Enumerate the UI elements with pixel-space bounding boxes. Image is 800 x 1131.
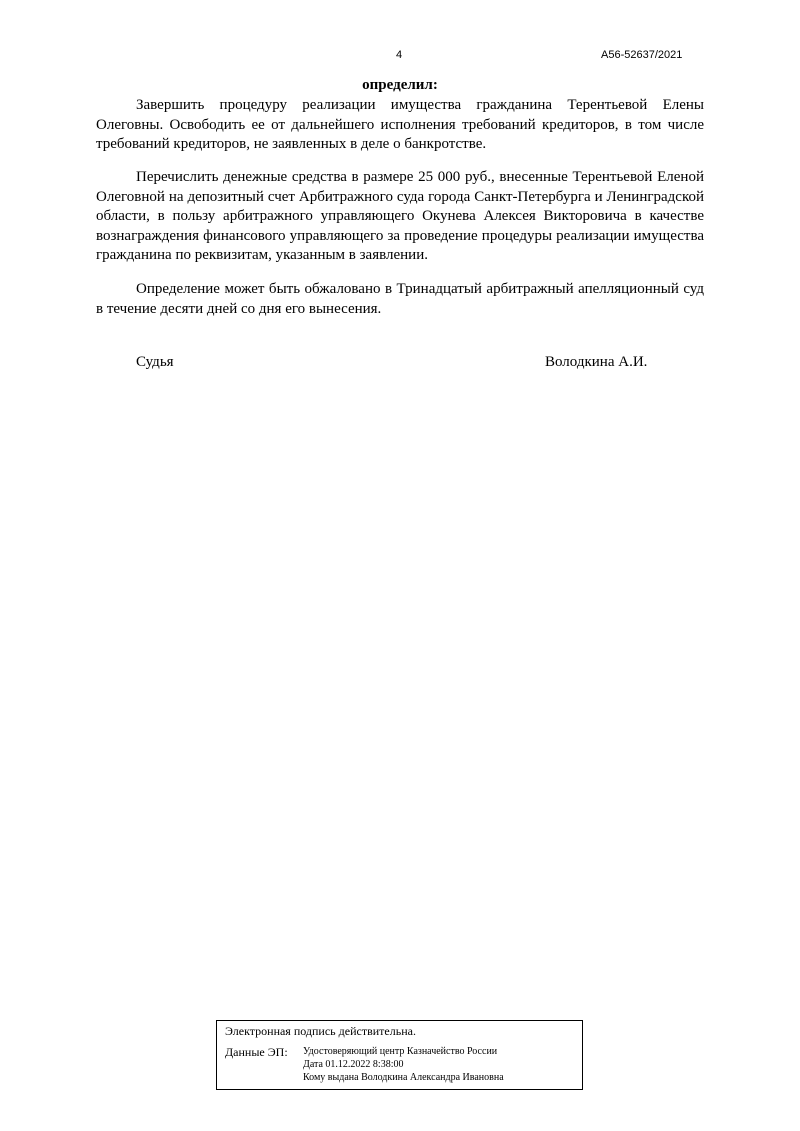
ruling-heading: определил: bbox=[362, 77, 438, 93]
judge-name: Володкина А.И. bbox=[545, 354, 648, 370]
e-signature-issuer: Удостоверяющий центр Казначейство России bbox=[303, 1046, 498, 1057]
case-number: А56-52637/2021 bbox=[601, 49, 683, 61]
page-number: 4 bbox=[396, 49, 403, 61]
e-signature-label: Данные ЭП: bbox=[225, 1045, 288, 1059]
e-signature-status: Электронная подпись действительна. bbox=[225, 1024, 416, 1038]
electronic-signature-box bbox=[216, 1020, 583, 1090]
ruling-paragraph-1: Завершить процедуру реализации имущества гражданина Терентьевой Елены Олеговны. Освободить ее от дальнейшего исполнения требований кредиторов, в том числе требований кредиторов, не заявленных в деле о банкротстве. bbox=[96, 97, 704, 152]
ruling-paragraph-2: Перечислить денежные средства в размере 25 000 руб., внесенные Терентьевой Еленой Олеговной на депозитный счет Арбитражного суда города Санкт-Петербурга и Ленинградской области, в пользу арбитражного управляющего Окунева Алексея Викторовича в качестве вознаграждения финансового управляющего за проведение процедуры реализации имущества гражданина по реквизитам, указанным в заявлении. bbox=[96, 169, 704, 263]
e-signature-date: Дата 01.12.2022 8:38:00 bbox=[303, 1059, 404, 1070]
e-signature-holder: Кому выдана Володкина Александра Ивановна bbox=[303, 1072, 504, 1083]
judge-title: Судья bbox=[136, 354, 174, 370]
ruling-paragraph-3: Определение может быть обжаловано в Тринадцатый арбитражный апелляционный суд в течение десяти дней со дня его вынесения. bbox=[96, 281, 704, 317]
